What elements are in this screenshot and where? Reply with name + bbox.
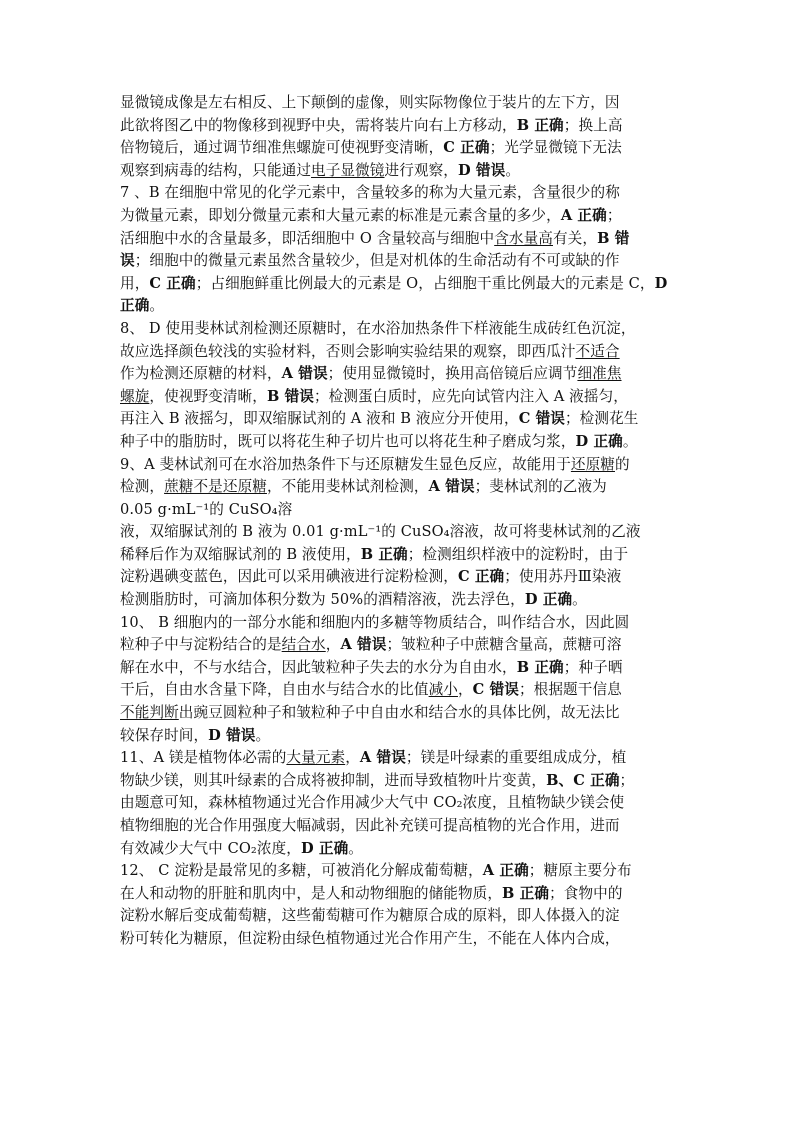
text-line bbox=[120, 928, 694, 951]
text-line bbox=[120, 363, 694, 386]
text-line bbox=[120, 431, 694, 454]
text-run: 作为检测还原糖的材料， bbox=[120, 365, 282, 383]
verdict-text: C 正确 bbox=[149, 274, 196, 292]
verdict-text: D bbox=[654, 274, 668, 292]
text-run: 物缺少镁，则其叶绿素的合成将被抑制，进而导致植物叶片变黄， bbox=[120, 771, 547, 789]
text-line bbox=[120, 341, 694, 364]
text-run: 进行观察， bbox=[384, 161, 458, 179]
text-run: 淀粉水解后变成葡萄糖，这些葡萄糖可作为糖原合成的原料，即人体摄入的淀 bbox=[120, 907, 620, 925]
text-run: 11、A 镁是植物体必需的 bbox=[120, 749, 287, 767]
verdict-text: B 错 bbox=[597, 229, 630, 247]
verdict-text: C 错误 bbox=[518, 410, 565, 428]
text-line bbox=[120, 273, 694, 296]
verdict-text: C 错误 bbox=[472, 681, 519, 699]
text-run: 。 bbox=[572, 591, 587, 609]
text-line bbox=[120, 521, 694, 544]
underlined-text: 蔗糖不是还原糖 bbox=[164, 478, 267, 496]
underlined-text: 结合水 bbox=[281, 636, 326, 654]
text-run: 有效减少大气中 CO₂浓度， bbox=[120, 839, 301, 857]
text-run: 液，双缩脲试剂的 B 液为 0.01 g·mL⁻¹的 CuSO₄溶液，故可将斐林试剂的乙液 bbox=[120, 523, 641, 541]
verdict-text: B 正确 bbox=[502, 884, 550, 902]
text-run: ；皱粒种子中蔗糖含量高，蔗糖可溶 bbox=[386, 636, 622, 654]
text-run: 较保存时间， bbox=[120, 726, 209, 744]
verdict-text: A 错误 bbox=[281, 365, 328, 383]
text-run: 。 bbox=[622, 432, 638, 450]
underlined-text: 螺旋 bbox=[120, 387, 150, 405]
text-run: 观察到病毒的结构，只能通过 bbox=[120, 161, 312, 179]
verdict-text: 正确 bbox=[120, 297, 150, 315]
underlined-text: 含水量高 bbox=[494, 229, 553, 247]
text-run: ；根据题干信息 bbox=[518, 681, 622, 699]
text-run: 粒种子中与淀粉结合的是 bbox=[120, 636, 282, 654]
text-line bbox=[120, 589, 694, 612]
text-line bbox=[120, 905, 694, 928]
verdict-text: A 错误 bbox=[428, 478, 475, 496]
underlined-text: 还原糖 bbox=[570, 455, 615, 473]
verdict-text: D 正确 bbox=[300, 839, 349, 857]
text-line bbox=[120, 228, 694, 251]
verdict-text: C 正确 bbox=[457, 568, 505, 586]
verdict-text: D 错误 bbox=[458, 161, 506, 179]
underlined-text: 细准焦 bbox=[577, 365, 622, 383]
verdict-text: A 正确 bbox=[560, 206, 607, 224]
answer-explanation-text bbox=[120, 92, 694, 951]
text-run: 为微量元素，即划分微量元素和大量元素的标准是元素含量的多少， bbox=[120, 206, 561, 224]
text-line bbox=[120, 725, 694, 748]
text-run: ， bbox=[345, 749, 360, 767]
text-run: ；镁是叶绿素的重要组成成分，植 bbox=[405, 749, 627, 767]
text-run: 由题意可知，森林植物通过光合作用减少大气中 CO₂浓度，且植物缺少镁会使 bbox=[120, 794, 625, 812]
verdict-text: B 错误 bbox=[266, 387, 314, 405]
verdict-text: D 错误 bbox=[208, 726, 256, 744]
text-run: ；糖原主要分布 bbox=[528, 862, 632, 880]
text-run: ；检测花生 bbox=[564, 410, 639, 428]
text-run: 7 、B 在细胞中常见的化学元素中，含量较多的称为大量元素，含量很少的称 bbox=[120, 184, 620, 202]
text-run: 淀粉遇碘变蓝色，因此可以采用碘液进行淀粉检测， bbox=[120, 568, 458, 586]
text-line bbox=[120, 747, 694, 770]
text-run: 解在水中，不与水结合，因此皱粒种子失去的水分为自由水， bbox=[120, 658, 517, 676]
text-run: 。 bbox=[149, 297, 165, 315]
text-run: 0.05 g·mL⁻¹的 CuSO₄溶 bbox=[120, 500, 293, 518]
verdict-text: B、C 正确 bbox=[546, 771, 620, 789]
text-run: 检测脂肪时，可滴加体积分数为 50%的酒精溶液，洗去浮色， bbox=[120, 591, 525, 609]
verdict-text: C 正确 bbox=[443, 139, 490, 157]
underlined-text: 不能判断 bbox=[120, 704, 179, 722]
verdict-text: A 错误 bbox=[340, 636, 387, 654]
text-line bbox=[120, 883, 694, 906]
text-run: 的 bbox=[614, 455, 630, 473]
text-run: ；检测蛋白质时，应先向试管内注入 A 液摇匀， bbox=[313, 387, 628, 405]
verdict-text: 误 bbox=[120, 252, 135, 270]
text-line bbox=[120, 205, 694, 228]
text-line bbox=[120, 860, 694, 883]
text-line bbox=[120, 137, 694, 160]
text-line bbox=[120, 679, 694, 702]
text-run: 12、 C 淀粉是最常见的多糖，可被消化分解成葡萄糖， bbox=[120, 862, 483, 880]
text-run: ；细胞中的微量元素虽然含量较少，但是对机体的生命活动有不可或缺的作 bbox=[134, 252, 620, 270]
text-line bbox=[120, 476, 694, 499]
verdict-text: B 正确 bbox=[516, 658, 564, 676]
text-line bbox=[120, 792, 694, 815]
verdict-text: B 正确 bbox=[360, 545, 408, 563]
text-line bbox=[120, 386, 694, 409]
text-line bbox=[120, 408, 694, 431]
text-run: 有关， bbox=[552, 229, 598, 247]
text-run: 9、A 斐林试剂可在水浴加热条件下与还原糖发生显色反应，故能用于 bbox=[120, 455, 571, 473]
text-run: 在人和动物的肝脏和肌肉中，是人和动物细胞的储能物质， bbox=[120, 884, 503, 902]
text-line bbox=[120, 182, 694, 205]
text-line bbox=[120, 838, 694, 861]
verdict-text: A 错误 bbox=[359, 749, 406, 767]
text-run: ； bbox=[619, 771, 635, 789]
text-run: ， bbox=[325, 636, 341, 654]
text-run: 显微镜成像是左右相反、上下颠倒的虚像，则实际物像位于装片的左下方，因 bbox=[120, 94, 620, 111]
text-line bbox=[120, 702, 694, 725]
underlined-text: 不适合 bbox=[575, 342, 620, 360]
text-run: 用， bbox=[120, 274, 150, 292]
text-line bbox=[120, 250, 694, 273]
text-run: 出豌豆圆粒种子和皱粒种子中自由水和结合水的具体比例，故无法比 bbox=[178, 704, 620, 722]
text-line bbox=[120, 815, 694, 838]
text-run: 检测， bbox=[120, 478, 165, 496]
text-line bbox=[120, 160, 694, 183]
text-run: ；检测组织样液中的淀粉时，由于 bbox=[407, 545, 629, 563]
text-line bbox=[120, 499, 694, 522]
verdict-text: D 正确 bbox=[524, 591, 573, 609]
text-run: ；占细胞鲜重比例最大的元素是 O，占细胞干重比例最大的元素是 C， bbox=[195, 274, 655, 292]
text-run: ；种子晒 bbox=[563, 658, 623, 676]
text-run: ； bbox=[606, 206, 622, 224]
text-run: 8、 D 使用斐林试剂检测还原糖时，在水浴加热条件下样液能生成砖红色沉淀， bbox=[120, 319, 636, 337]
text-line bbox=[120, 115, 694, 138]
text-run: ；光学显微镜下无法 bbox=[489, 139, 622, 157]
text-line bbox=[120, 634, 694, 657]
verdict-text: D 正确 bbox=[575, 432, 623, 450]
text-line bbox=[120, 770, 694, 793]
text-run: 。 bbox=[348, 839, 363, 857]
underlined-text: 电子显微镜 bbox=[311, 161, 385, 179]
text-run: ；使用显微镜时，换用高倍镜后应调节 bbox=[327, 365, 578, 383]
verdict-text: B 正确 bbox=[516, 116, 564, 134]
text-line bbox=[120, 657, 694, 680]
text-run: 10、 B 细胞内的一部分水能和细胞内的多糖等物质结合，叫作结合水，因此圆 bbox=[120, 613, 630, 631]
text-run: 种子中的脂肪时，既可以将花生种子切片也可以将花生种子磨成匀浆， bbox=[120, 432, 576, 450]
text-run: ；食物中的 bbox=[549, 884, 623, 902]
underlined-text: 大量元素 bbox=[286, 749, 346, 767]
text-run: 活细胞中水的含量最多，即活细胞中 O 含量较高与细胞中 bbox=[120, 229, 495, 247]
text-line bbox=[120, 544, 694, 567]
text-line bbox=[120, 295, 694, 318]
text-run: 倍物镜后，通过调节细准焦螺旋可使视野变清晰， bbox=[120, 139, 444, 157]
text-run: 。 bbox=[505, 161, 521, 179]
text-line bbox=[120, 454, 694, 477]
verdict-text: A 正确 bbox=[482, 862, 529, 880]
text-run: 此欲将图乙中的物像移到视野中央，需将装片向右上方移动， bbox=[120, 116, 517, 134]
text-run: 干后，自由水含量下降，自由水与结合水的比值 bbox=[120, 681, 429, 699]
text-run: 粉可转化为糖原，但淀粉由绿色植物通过光合作用产生，不能在人体内合成， bbox=[120, 929, 620, 947]
text-run: ，使视野变清晰， bbox=[149, 387, 267, 405]
text-line bbox=[120, 612, 694, 635]
text-run: 稀释后作为双缩脲试剂的 B 液使用， bbox=[120, 545, 361, 563]
text-run: ；使用苏丹Ⅲ染液 bbox=[504, 568, 622, 586]
text-run: ， bbox=[457, 681, 473, 699]
text-run: ；换上高 bbox=[563, 116, 623, 134]
text-run: 再注入 B 液摇匀，即双缩脲试剂的 A 液和 B 液应分开使用， bbox=[120, 410, 519, 428]
text-line bbox=[120, 566, 694, 589]
text-run: 故应选择颜色较浅的实验材料，否则会影响实验结果的观察，即西瓜汁 bbox=[120, 342, 576, 360]
text-line bbox=[120, 318, 694, 341]
text-run: ；斐林试剂的乙液为 bbox=[474, 478, 607, 496]
text-run: ，不能用斐林试剂检测， bbox=[266, 478, 429, 496]
text-line bbox=[120, 92, 694, 115]
underlined-text: 减小 bbox=[428, 681, 458, 699]
text-run: 。 bbox=[255, 726, 271, 744]
text-run: 植物细胞的光合作用强度大幅减弱，因此补充镁可提高植物的光合作用，进而 bbox=[120, 817, 620, 834]
